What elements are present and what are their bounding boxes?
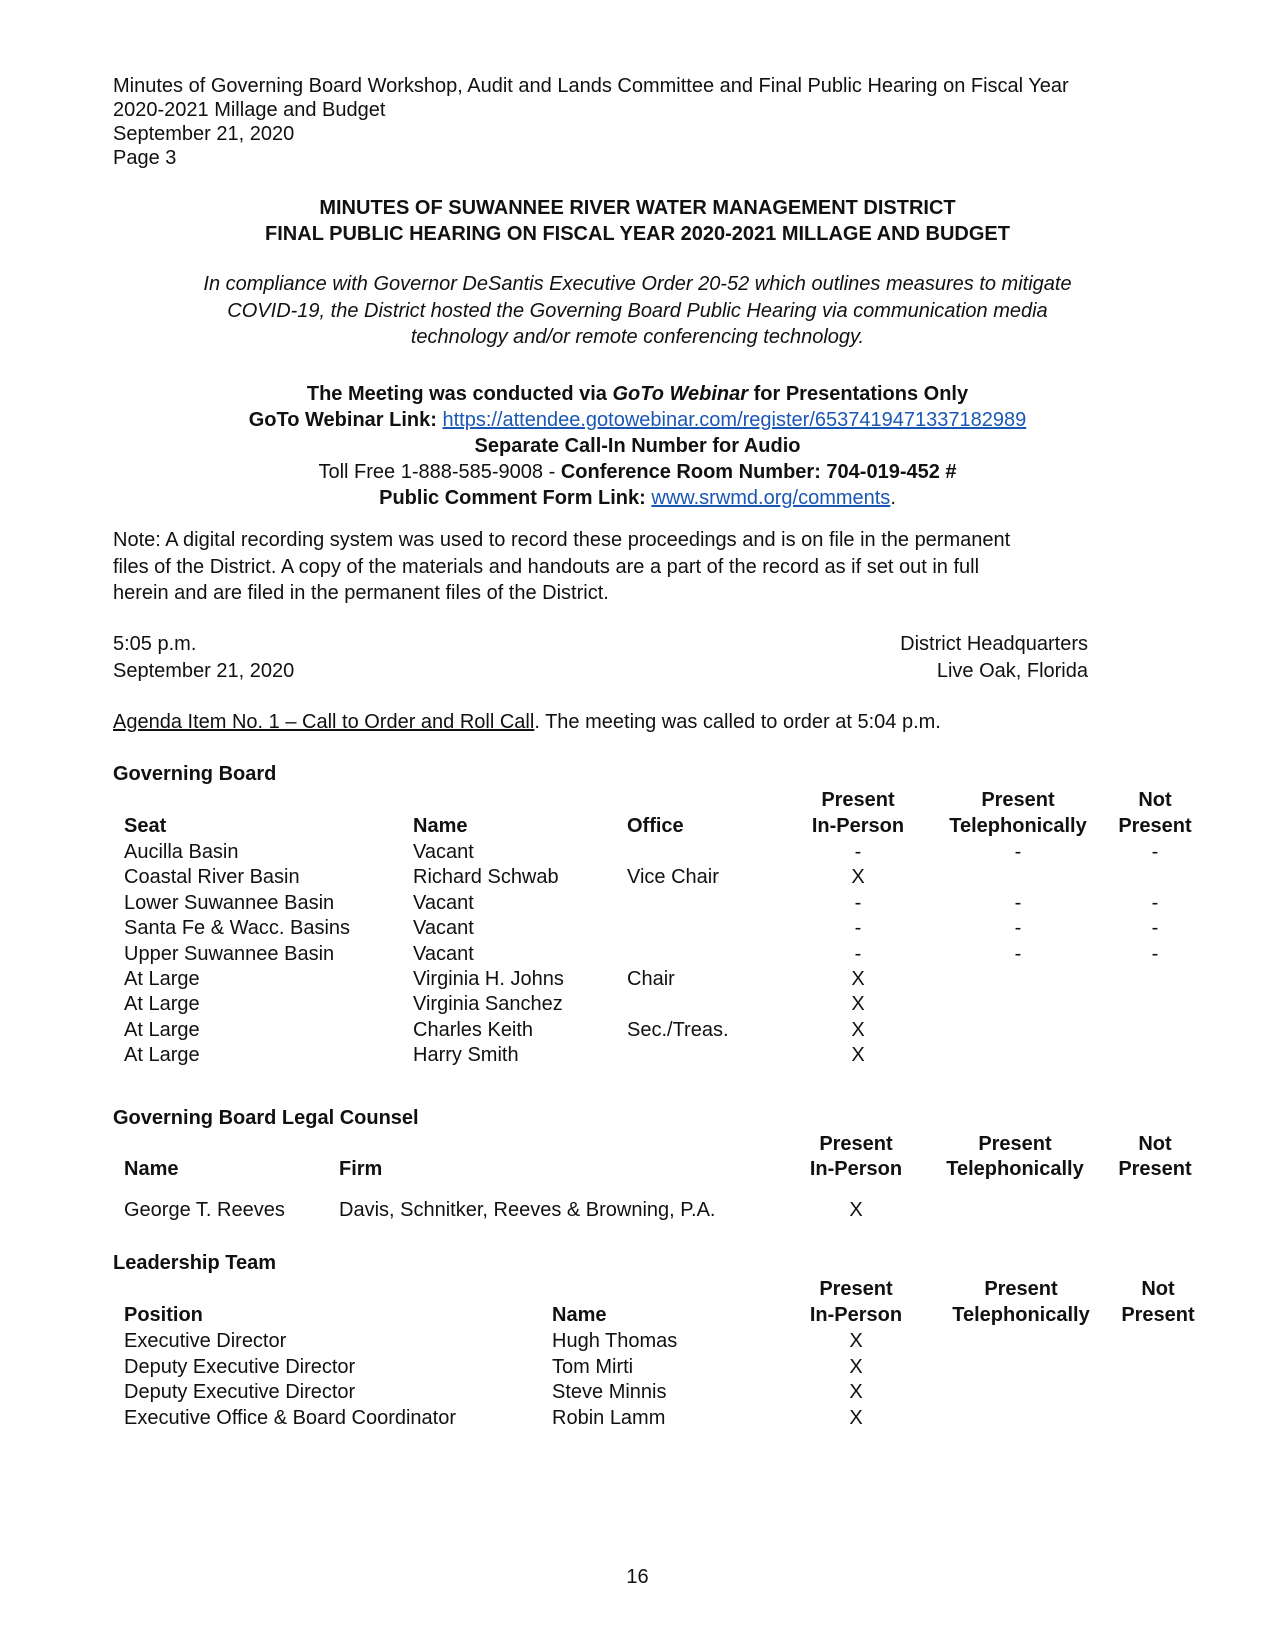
cell-present-telephonically: - — [1014, 943, 1022, 965]
note-line: Note: A digital recording system was used to record these proceedings and is on file in the permanent — [113, 529, 1011, 551]
cell-present-in-person: - — [854, 943, 862, 965]
leadership-heading: Leadership Team — [113, 1252, 277, 1274]
cell-position: Executive Director — [124, 1330, 287, 1352]
cell-present-in-person: - — [854, 841, 862, 863]
cell-not-present: - — [1151, 841, 1159, 863]
governing-board-heading: Governing Board — [113, 763, 277, 785]
location-line-2: Live Oak, Florida — [936, 659, 1088, 682]
location — [900, 632, 1088, 685]
cell-present-in-person: X — [849, 1199, 863, 1221]
compliance-statement — [0, 272, 1275, 352]
comment-label: Public Comment Form Link: — [379, 487, 652, 509]
cell-name: Tom Mirti — [552, 1356, 634, 1378]
cell-seat: Upper Suwannee Basin — [124, 943, 335, 965]
cell-name: Steve Minnis — [552, 1381, 667, 1403]
legal-counsel-heading: Governing Board Legal Counsel — [113, 1107, 419, 1129]
webinar-link[interactable]: https://attendee.gotowebinar.com/register/6537419471337182989 — [442, 409, 1027, 431]
comment-end: . — [890, 487, 896, 509]
comment-link[interactable]: www.srwmd.org/comments — [651, 487, 891, 509]
cell-present-in-person: X — [849, 1330, 863, 1352]
cell-present-in-person: X — [851, 993, 865, 1015]
col-header-present: Present — [821, 789, 895, 811]
cell-firm: Davis, Schnitker, Reeves & Browning, P.A. — [339, 1199, 716, 1221]
col-header-in-person: In-Person — [811, 815, 905, 837]
cell-not-present: - — [1151, 892, 1159, 914]
cell-present-in-person: X — [849, 1381, 863, 1403]
cell-present-in-person: - — [854, 892, 862, 914]
cell-seat: Coastal River Basin — [124, 866, 300, 888]
col-header-telephonically: Telephonically — [949, 815, 1087, 837]
location-line-1: District Headquarters — [900, 633, 1088, 655]
col-header-in-person: In-Person — [809, 1158, 903, 1180]
webinar-line — [0, 408, 1275, 434]
cell-seat: At Large — [124, 968, 200, 990]
col-header-not: Not — [1138, 1133, 1172, 1155]
col-header-not: Not — [1138, 789, 1172, 811]
cell-name: Harry Smith — [413, 1044, 519, 1066]
col-header-not: Not — [1141, 1278, 1175, 1300]
compliance-line: COVID-19, the District hosted the Governing Board Public Hearing via communication media — [227, 299, 1048, 322]
cell-present-in-person: X — [851, 968, 865, 990]
cell-present-in-person: X — [849, 1407, 863, 1429]
cell-not-present: - — [1151, 917, 1159, 939]
comment-line — [0, 486, 1275, 512]
header-line: 2020-2021 Millage and Budget — [113, 99, 386, 121]
agenda-item-text: . The meeting was called to order at 5:04 p.m. — [534, 711, 941, 733]
meeting-text: for Presentations Only — [748, 383, 969, 405]
cell-office: Vice Chair — [627, 866, 719, 888]
cell-present-telephonically: - — [1014, 841, 1022, 863]
cell-name: Robin Lamm — [552, 1407, 666, 1429]
col-header-present: Present — [819, 1133, 893, 1155]
cell-name: George T. Reeves — [124, 1199, 285, 1221]
cell-present-in-person: X — [851, 866, 865, 888]
header-line: Page 3 — [113, 147, 177, 169]
meeting-time: 5:05 p.m. — [113, 633, 197, 655]
note-line: files of the District. A copy of the materials and handouts are a part of the record as if set out in full — [113, 555, 980, 578]
col-header-not-present: Present — [1118, 815, 1192, 837]
meeting-date: September 21, 2020 — [113, 659, 295, 682]
cell-not-present: - — [1151, 943, 1159, 965]
cell-present-in-person: - — [854, 917, 862, 939]
col-header-office: Office — [627, 815, 684, 837]
col-header-firm: Firm — [339, 1158, 383, 1180]
cell-name: Richard Schwab — [413, 866, 559, 888]
cell-position: Deputy Executive Director — [124, 1381, 356, 1403]
note-line: herein and are filed in the permanent files of the District. — [113, 582, 609, 604]
header-line: September 21, 2020 — [113, 123, 295, 145]
col-header-name: Name — [552, 1304, 607, 1326]
page-number: 16 — [626, 1566, 649, 1588]
cell-name: Vacant — [413, 917, 474, 939]
cell-seat: At Large — [124, 1019, 200, 1041]
cell-seat: At Large — [124, 1044, 200, 1066]
header-line: Minutes of Governing Board Workshop, Audit and Lands Committee and Final Public Hearing on Fiscal Year — [113, 75, 1069, 97]
meeting-text: The Meeting was conducted via — [306, 383, 613, 405]
col-header-name: Name — [124, 1158, 179, 1180]
webinar-name: GoTo Webinar — [612, 383, 749, 405]
cell-name: Hugh Thomas — [552, 1330, 678, 1352]
cell-name: Charles Keith — [413, 1019, 534, 1041]
agenda-item — [113, 710, 941, 734]
cell-present-in-person: X — [851, 1019, 865, 1041]
note-paragraph — [113, 528, 1163, 608]
cell-name: Virginia Sanchez — [413, 993, 563, 1015]
col-header-in-person: In-Person — [809, 1304, 903, 1326]
cell-seat: Lower Suwannee Basin — [124, 892, 335, 914]
cell-present-telephonically: - — [1014, 892, 1022, 914]
cell-name: Virginia H. Johns — [413, 968, 564, 990]
col-header-present: Present — [984, 1278, 1058, 1300]
cell-name: Vacant — [413, 841, 474, 863]
col-header-name: Name — [413, 815, 468, 837]
col-header-present: Present — [819, 1278, 893, 1300]
tollfree-number: Toll Free 1-888-585-9008 - — [318, 461, 561, 483]
cell-position: Deputy Executive Director — [124, 1356, 356, 1378]
compliance-line: In compliance with Governor DeSantis Executive Order 20-52 which outlines measures to mitigate — [203, 273, 1072, 295]
cell-seat: At Large — [124, 993, 200, 1015]
cell-present-in-person: X — [851, 1044, 865, 1066]
col-header-telephonically: Telephonically — [952, 1304, 1090, 1326]
cell-name: Vacant — [413, 892, 474, 914]
col-header-seat: Seat — [124, 815, 167, 837]
tollfree-line — [0, 460, 1275, 486]
title-line-1: MINUTES OF SUWANNEE RIVER WATER MANAGEMENT DISTRICT — [319, 197, 956, 219]
webinar-label: GoTo Webinar Link: — [248, 409, 443, 431]
cell-present-in-person: X — [849, 1356, 863, 1378]
document-title — [0, 196, 1275, 248]
separate-call-in: Separate Call-In Number for Audio — [474, 435, 801, 457]
col-header-not-present: Present — [1118, 1158, 1192, 1180]
title-line-2: FINAL PUBLIC HEARING ON FISCAL YEAR 2020-2021 MILLAGE AND BUDGET — [265, 223, 1010, 245]
col-header-present: Present — [978, 1133, 1052, 1155]
agenda-item-title: Agenda Item No. 1 – Call to Order and Roll Call — [113, 711, 535, 733]
conference-room: Conference Room Number: 704-019-452 # — [560, 461, 957, 483]
cell-position: Executive Office & Board Coordinator — [124, 1407, 457, 1429]
cell-office: Sec./Treas. — [627, 1019, 729, 1041]
compliance-line: technology and/or remote conferencing technology. — [410, 326, 865, 348]
col-header-present: Present — [981, 789, 1055, 811]
cell-seat: Santa Fe & Wacc. Basins — [124, 917, 351, 939]
col-header-telephonically: Telephonically — [946, 1158, 1084, 1180]
cell-seat: Aucilla Basin — [124, 841, 239, 863]
meeting-info — [0, 382, 1275, 512]
meeting-line — [0, 382, 1275, 408]
col-header-position: Position — [124, 1304, 203, 1326]
time-date — [113, 632, 294, 685]
cell-office: Chair — [627, 968, 675, 990]
cell-name: Vacant — [413, 943, 474, 965]
document-header — [113, 74, 1193, 170]
cell-present-telephonically: - — [1014, 917, 1022, 939]
col-header-not-present: Present — [1121, 1304, 1195, 1326]
